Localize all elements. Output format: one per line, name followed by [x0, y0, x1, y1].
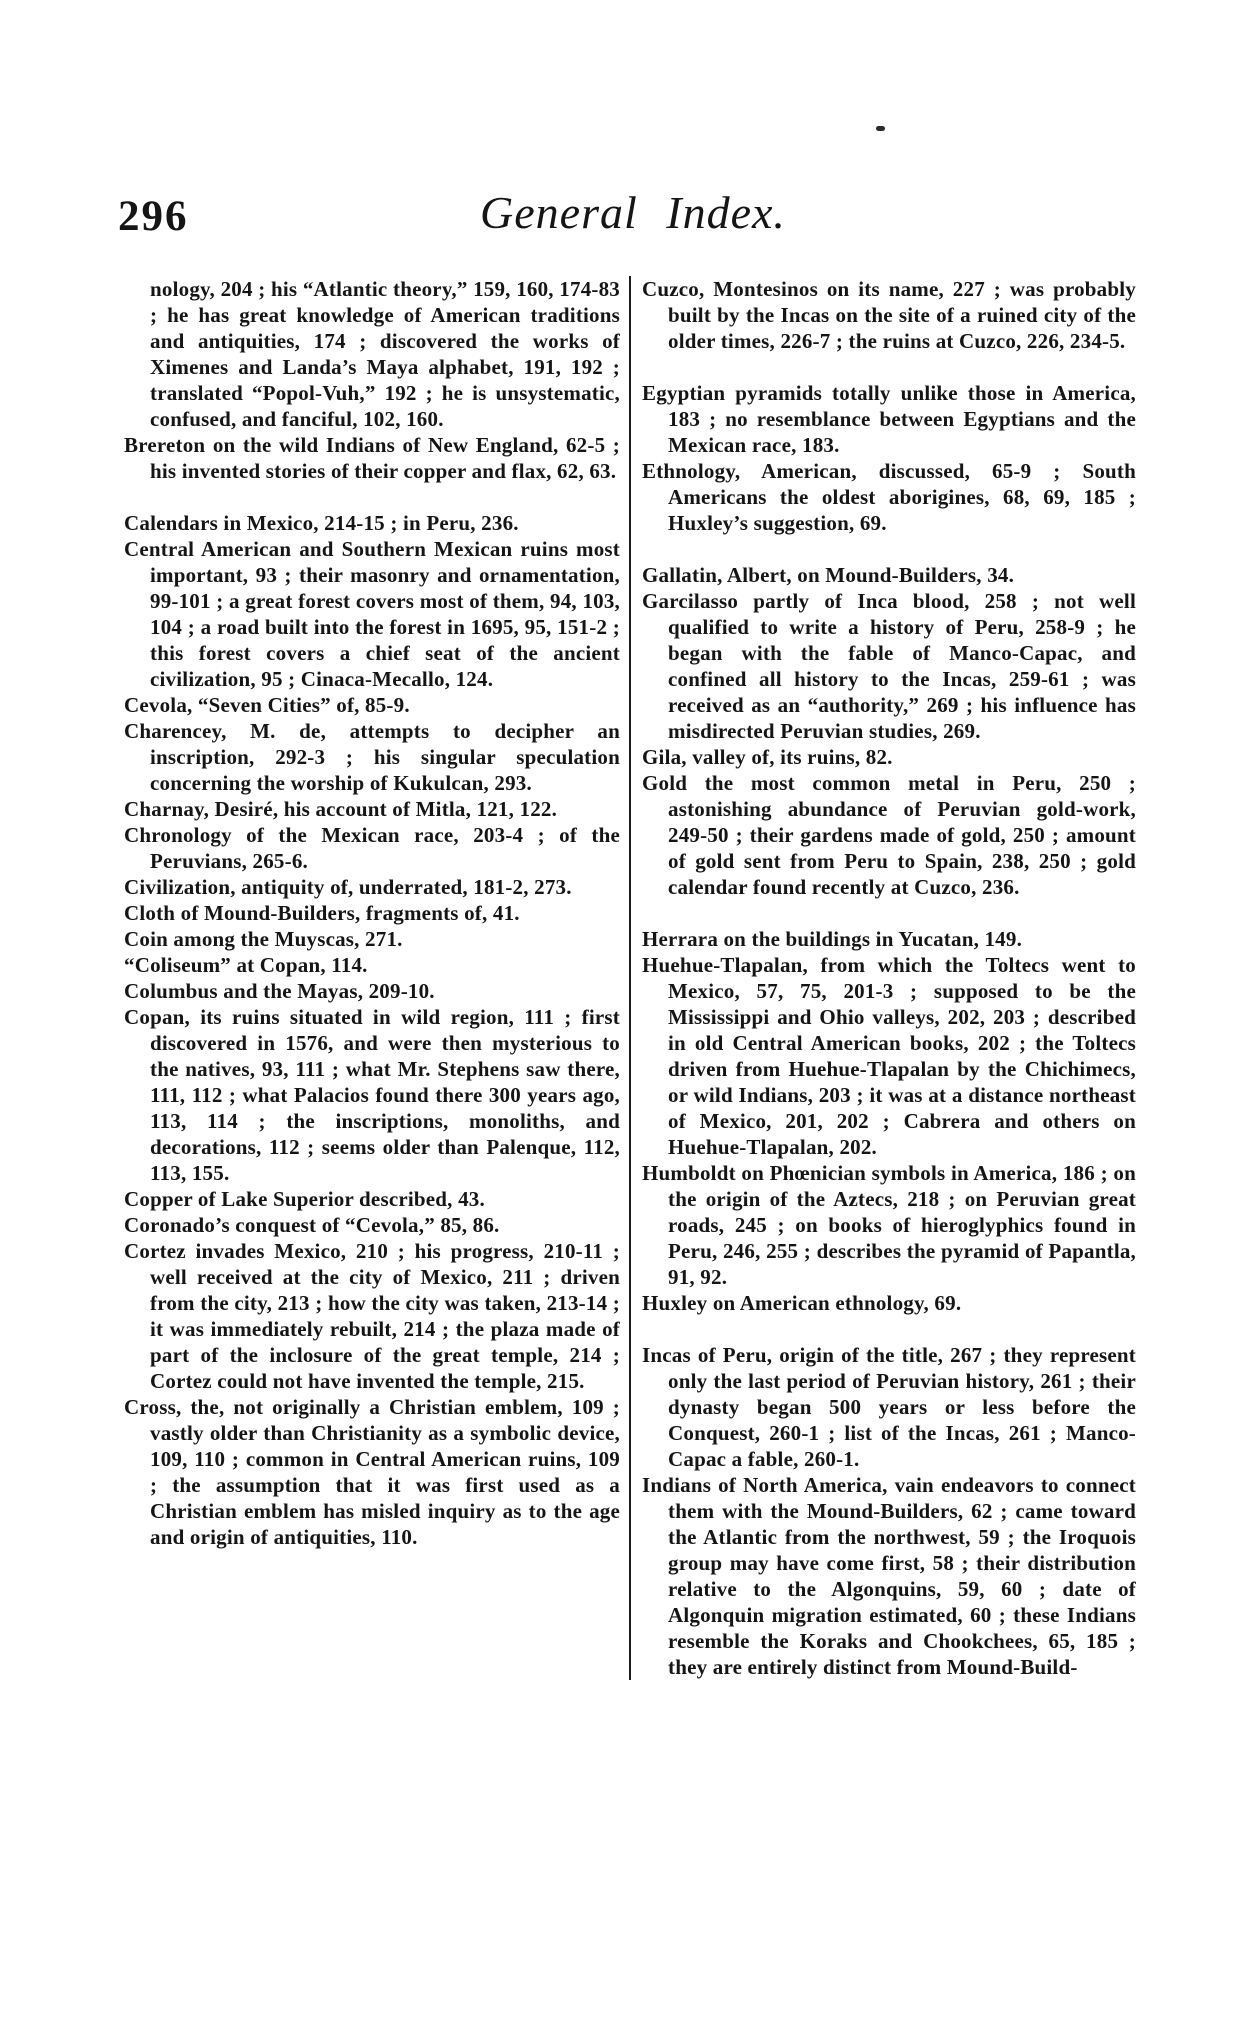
- index-entry: nology, 204 ; his “Atlantic theory,” 159, 160, 174-83 ; he has great knowledge of American traditions and antiquities, 174 ; discovered the works of Ximenes and Landa’s Maya alphabet, 191, 192 ; translated “Popol-Vuh,” 192 ; he is unsystematic, confused, and fanciful, 102, 160.: [150, 277, 620, 431]
- index-entry: Civilization, antiquity of, underrated, 181-2, 273.: [124, 875, 572, 899]
- index-entry: Cloth of Mound-Builders, fragments of, 41.: [124, 901, 520, 925]
- index-entry: Ethnology, American, discussed, 65-9 ; South Americans the oldest aborigines, 68, 69, 185 ; Huxley’s suggestion, 69.: [642, 459, 1136, 535]
- index-entry: Brereton on the wild Indians of New England, 62-5 ; his invented stories of their copper and flax, 62, 63.: [124, 433, 620, 483]
- index-entry: Herrara on the buildings in Yucatan, 149.: [642, 927, 1023, 951]
- index-entry: Columbus and the Mayas, 209-10.: [124, 979, 435, 1003]
- left-column: [124, 276, 629, 1680]
- index-entry: Copper of Lake Superior described, 43.: [124, 1187, 485, 1211]
- index-entry: Egyptian pyramids totally unlike those in America, 183 ; no resemblance between Egyptians and the Mexican race, 183.: [642, 381, 1136, 457]
- index-entry: Huxley on American ethnology, 69.: [642, 1291, 962, 1315]
- index-entry: Calendars in Mexico, 214-15 ; in Peru, 236.: [124, 511, 519, 535]
- index-entry: Huehue-Tlapalan, from which the Toltecs went to Mexico, 57, 75, 201-3 ; supposed to be the Mississippi and Ohio valleys, 202, 203 ; described in old Central American books, 202 ; the Toltecs driven from Huehue-Tlapalan by the Chichimecs, or wild Indians, 203 ; it was at a distance northeast of Mexico, 201, 202 ; Cabrera and others on Huehue-Tlapalan, 202.: [642, 953, 1136, 1159]
- index-entry: Cross, the, not originally a Christian emblem, 109 ; vastly older than Christianity as a symbolic device, 109, 110 ; common in Central American ruins, 109 ; the assumption that it was first used as a Christian emblem has misled inquiry as to the age and origin of antiquities, 110.: [124, 1395, 620, 1549]
- index-entry: Garcilasso partly of Inca blood, 258 ; not well qualified to write a history of Peru, 258-9 ; he began with the fable of Manco-Capac, and confined all history to the Incas, 259-61 ; was received as an “authority,” 269 ; his influence has misdirected Peruvian studies, 269.: [642, 589, 1136, 743]
- index-entry: Gallatin, Albert, on Mound-Builders, 34.: [642, 563, 1015, 587]
- index-entry: Gila, valley of, its ruins, 82.: [642, 745, 893, 769]
- index-entry: Coin among the Muyscas, 271.: [124, 927, 403, 951]
- index-entry: Cuzco, Montesinos on its name, 227 ; was probably built by the Incas on the site of a ruined city of the older times, 226-7 ; the ruins at Cuzco, 226, 234-5.: [642, 277, 1136, 353]
- index-entry: Central American and Southern Mexican ruins most important, 93 ; their masonry and ornamentation, 99-101 ; a great forest covers most of them, 94, 103, 104 ; a road built into the forest in 1695, 95, 151-2 ; this forest covers a chief seat of the ancient civilization, 95 ; Cinaca-Mecallo, 124.: [124, 537, 620, 691]
- index-entry: Cortez invades Mexico, 210 ; his progress, 210-11 ; well received at the city of Mexico, 211 ; driven from the city, 213 ; how the city was taken, 213-14 ; it was immediately rebuilt, 214 ; the plaza made of part of the inclosure of the great temple, 214 ; Cortez could not have invented the temple, 215.: [124, 1239, 620, 1393]
- index-entry: Coronado’s conquest of “Cevola,” 85, 86.: [124, 1213, 500, 1237]
- scan-speck: [876, 126, 885, 131]
- index-entry: “Coliseum” at Copan, 114.: [124, 953, 368, 977]
- index-entry: Chronology of the Mexican race, 203-4 ; of the Peruvians, 265-6.: [124, 823, 620, 873]
- index-entry: Indians of North America, vain endeavors to connect them with the Mound-Builders, 62 ; came toward the Atlantic from the northwest, 59 ; the Iroquois group may have come first, 58 ; their distribution relative to the Algonquins, 59, 60 ; date of Algonquin migration estimated, 60 ; these Indians resemble the Koraks and Chookchees, 65, 185 ; they are entirely distinct from Mound-Build-: [642, 1473, 1136, 1679]
- index-entry: Gold the most common metal in Peru, 250 ; astonishing abundance of Peruvian gold-work, 249-50 ; their gardens made of gold, 250 ; amount of gold sent from Peru to Spain, 238, 250 ; gold calendar found recently at Cuzco, 236.: [642, 771, 1136, 899]
- page-title: General Index.: [480, 187, 786, 238]
- page-header: [118, 186, 1148, 250]
- index-columns: [124, 276, 1153, 1680]
- index-entry: Charnay, Desiré, his account of Mitla, 121, 122.: [124, 797, 558, 821]
- index-entry: Charencey, M. de, attempts to decipher an inscription, 292-3 ; his singular speculation concerning the worship of Kukulcan, 293.: [124, 719, 620, 795]
- index-entry: Cevola, “Seven Cities” of, 85-9.: [124, 693, 410, 717]
- page-number: 296: [118, 193, 189, 240]
- index-entry: Incas of Peru, origin of the title, 267 ; they represent only the last period of Peruvian history, 261 ; their dynasty began 500 years or less before the Conquest, 260-1 ; list of the Incas, 261 ; Manco-Capac a fable, 260-1.: [642, 1343, 1136, 1471]
- right-column: [631, 276, 1136, 1680]
- index-entry: Humboldt on Phœnician symbols in America, 186 ; on the origin of the Aztecs, 218 ; on Peruvian great roads, 245 ; on books of hieroglyphics found in Peru, 246, 255 ; describes the pyramid of Papantla, 91, 92.: [642, 1161, 1136, 1289]
- index-entry: Copan, its ruins situated in wild region, 111 ; first discovered in 1576, and were then mysterious to the natives, 93, 111 ; what Mr. Stephens saw there, 111, 112 ; what Palacios found there 300 years ago, 113, 114 ; the inscriptions, monoliths, and decorations, 112 ; seems older than Palenque, 112, 113, 155.: [124, 1005, 620, 1185]
